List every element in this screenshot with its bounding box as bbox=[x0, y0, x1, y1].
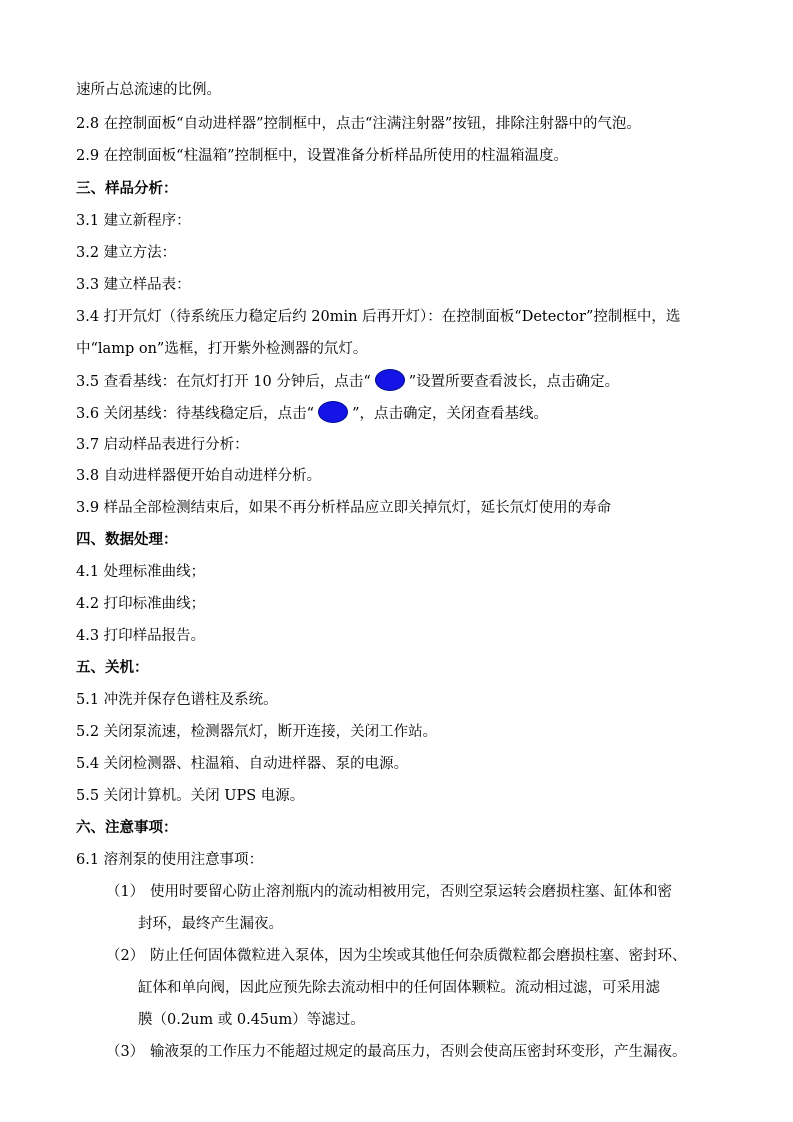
section-heading-4: 四、数据处理： bbox=[76, 531, 178, 548]
list-item-text: 缸体和单向阀，因此应预先除去流动相中的任何固体颗粒。流动相过滤，可采用滤 bbox=[138, 980, 660, 996]
section-heading-5: 五、关机： bbox=[76, 659, 149, 676]
text-line-3-6 bbox=[76, 403, 733, 425]
blue-circle-button-icon bbox=[318, 401, 348, 423]
text-line: 4.2 打印标准曲线； bbox=[76, 596, 206, 612]
text-line: 3.7 启动样品表进行分析： bbox=[76, 437, 249, 453]
text-line: 速所占总流速的比例。 bbox=[76, 82, 221, 98]
list-number: （3） bbox=[106, 1044, 145, 1060]
text-line: 5.5 关闭计算机。关闭 UPS 电源。 bbox=[76, 788, 305, 804]
blue-circle-button-icon bbox=[375, 369, 405, 391]
text-line: 2.8 在控制面板“自动进样器”控制框中，点击“注满注射器”按钮，排除注射器中的气泡。 bbox=[76, 116, 641, 132]
text-line: 5.4 关闭检测器、柱温箱、自动进样器、泵的电源。 bbox=[76, 756, 409, 772]
text-segment: 3.5 查看基线：在氘灯打开 10 分钟后，点击“ bbox=[76, 374, 371, 390]
text-line: 中“lamp on”选框，打开紫外检测器的氘灯。 bbox=[76, 341, 368, 357]
section-heading-3: 三、样品分析： bbox=[76, 180, 178, 197]
list-number: （2） bbox=[106, 948, 145, 964]
text-line: 3.2 建立方法： bbox=[76, 245, 177, 261]
list-item-text: 膜（0.2um 或 0.45um）等滤过。 bbox=[138, 1012, 365, 1028]
text-line: 3.3 建立样品表： bbox=[76, 277, 191, 293]
text-segment: ”，点击确定，关闭查看基线。 bbox=[352, 406, 549, 422]
section-heading-6: 六、注意事项： bbox=[76, 819, 178, 836]
text-line: 3.4 打开氘灯（待系统压力稳定后约 20min 后再开灯）：在控制面板“Detector”控制框中，选 bbox=[76, 309, 681, 325]
text-line-3-5 bbox=[76, 371, 733, 393]
text-segment: 3.6 关闭基线：待基线稳定后，点击“ bbox=[76, 406, 315, 422]
text-line: 3.1 建立新程序： bbox=[76, 213, 191, 229]
list-item-text: 防止任何固体微粒进入泵体，因为尘埃或其他任何杂质微粒都会磨损柱塞、密封环、 bbox=[150, 948, 687, 964]
text-line: 6.1 溶剂泵的使用注意事项： bbox=[76, 852, 264, 868]
text-line: 3.9 样品全部检测结束后，如果不再分析样品应立即关掉氘灯，延长氘灯使用的寿命 bbox=[76, 500, 612, 516]
text-segment: ”设置所要查看波长，点击确定。 bbox=[408, 374, 620, 390]
text-line: 4.1 处理标准曲线； bbox=[76, 564, 206, 580]
list-number: （1） bbox=[106, 884, 145, 900]
list-item-text: 使用时要留心防止溶剂瓶内的流动相被用完，否则空泵运转会磨损柱塞、缸体和密 bbox=[150, 884, 672, 900]
text-line: 5.2 关闭泵流速，检测器氘灯，断开连接，关闭工作站。 bbox=[76, 724, 438, 740]
text-line: 4.3 打印样品报告。 bbox=[76, 628, 206, 644]
text-line: 5.1 冲洗并保存色谱柱及系统。 bbox=[76, 692, 278, 708]
text-line: 2.9 在控制面板“柱温箱”控制框中，设置准备分析样品所使用的柱温箱温度。 bbox=[76, 148, 568, 164]
list-item-text: 输液泵的工作压力不能超过规定的最高压力，否则会使高压密封环变形，产生漏夜。 bbox=[150, 1044, 687, 1060]
list-item-text: 封环，最终产生漏夜。 bbox=[138, 916, 283, 932]
text-line: 3.8 自动进样器便开始自动进样分析。 bbox=[76, 468, 322, 484]
